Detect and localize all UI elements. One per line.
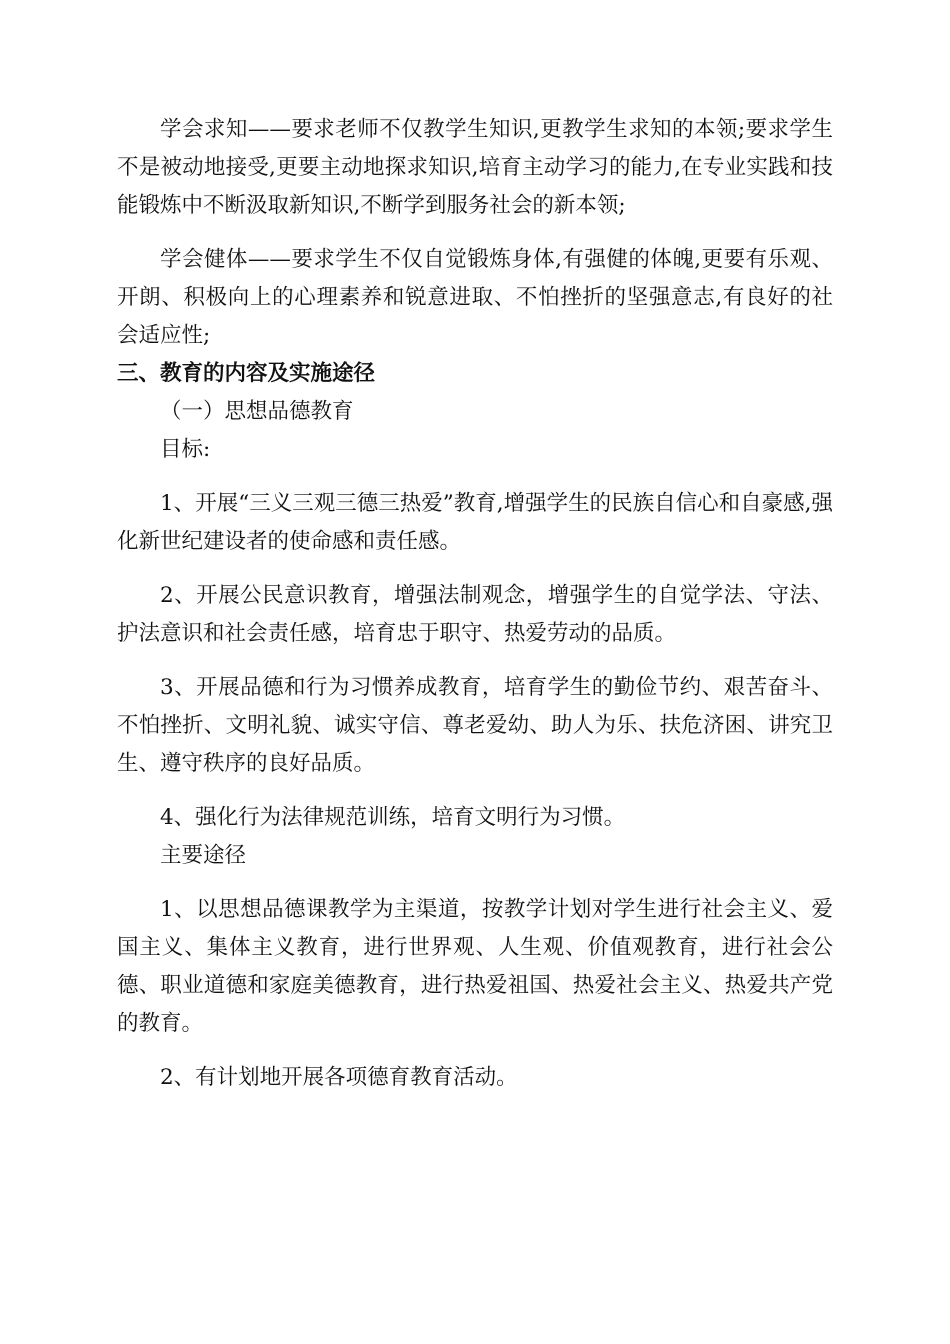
section-heading: 三、教育的内容及实施途径 [117,361,376,386]
goal-label: 目标: [160,437,211,462]
path-item-1: 1、以思想品德课教学为主渠道，按教学计划对学生进行社会主义、爱国主义、集体主义教育，进行世界观、人生观、价值观教育，进行社会公德、职业道德和家庭美德教育，进行热爱祖国、热爱社会主义、热爱共产党的教育。 [117,897,833,1036]
goal-item-4: 4、强化行为法律规范训练，培育文明行为习惯。 [160,805,626,830]
path-label: 主要途径 [160,843,247,868]
goal-item-2: 2、开展公民意识教育，增强法制观念，增强学生的自觉学法、守法、护法意识和社会责任感，培育忠于职守、热爱劳动的品质。 [117,583,833,646]
document-body [117,111,833,1097]
subsection-heading: （一）思想品德教育 [160,399,354,424]
paragraph-learn-knowledge: 学会求知——要求老师不仅教学生知识,更教学生求知的本领;要求学生不是被动地接受,更要主动地探求知识,培育主动学习的能力,在专业实践和技能锻炼中不断汲取新知识,不断学到服务社会的新本领; [117,117,833,218]
paragraph-learn-health: 学会健体——要求学生不仅自觉锻炼身体,有强健的体魄,更要有乐观、开朗、积极向上的心理素养和锐意进取、不怕挫折的坚强意志,有良好的社会适应性; [117,247,833,348]
path-item-2: 2、有计划地开展各项德育教育活动。 [160,1065,518,1090]
goal-item-1: 1、开展“三义三观三德三热爱”教育,增强学生的民族自信心和自豪感,强化新世纪建设者的使命感和责任感。 [117,491,833,554]
goal-item-3: 3、开展品德和行为习惯养成教育，培育学生的勤俭节约、艰苦奋斗、不怕挫折、文明礼貌、诚实守信、尊老爱幼、助人为乐、扶危济困、讲究卫生、遵守秩序的良好品质。 [117,675,833,776]
